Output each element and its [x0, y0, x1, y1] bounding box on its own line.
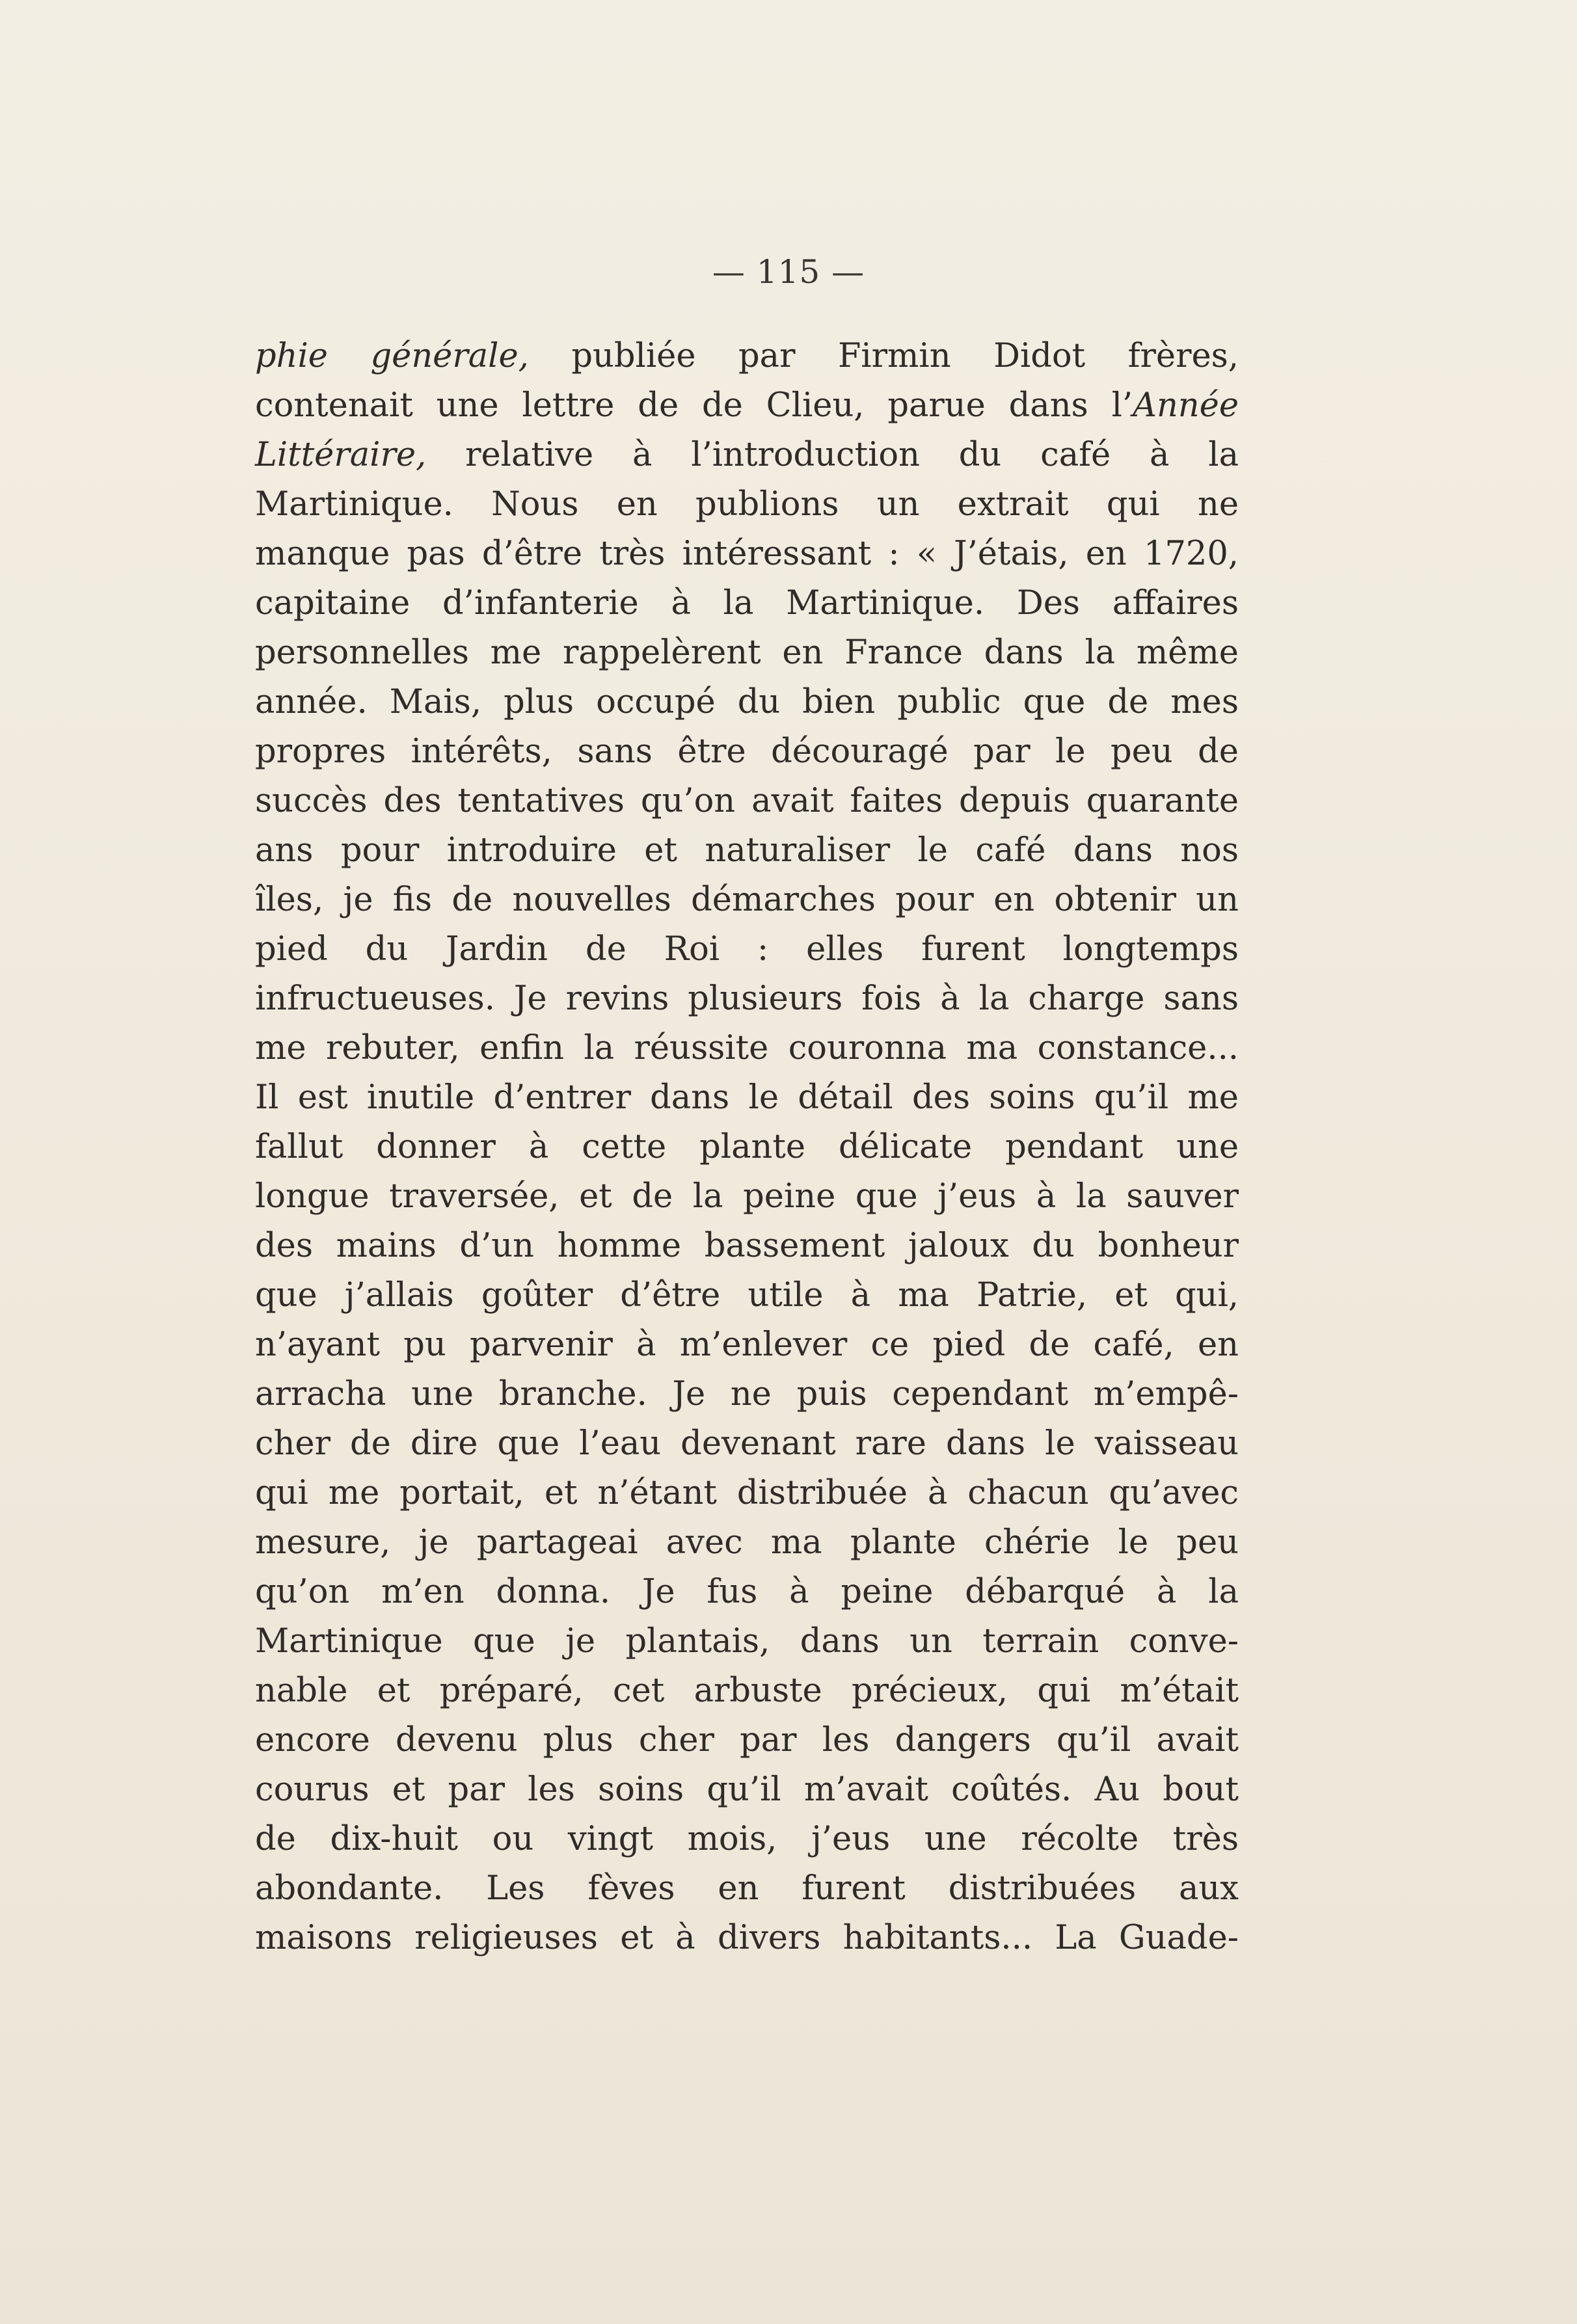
text-segment: année. Mais, plus occupé du bien public que de mes — [255, 683, 1239, 721]
text-line — [255, 628, 1239, 678]
text-line — [255, 875, 1239, 925]
text-line — [255, 1666, 1239, 1716]
text-segment: îles, je fis de nouvelles démarches pour en obtenir un — [255, 881, 1239, 919]
text-segment: me rebuter, enfin la réussite couronna ma constance... — [255, 1029, 1239, 1067]
text-line — [255, 974, 1239, 1024]
text-line — [255, 1765, 1239, 1815]
text-line — [255, 381, 1239, 431]
text-line — [255, 480, 1239, 529]
text-segment: pied du Jardin de Roi : elles furent longtemps — [255, 930, 1239, 968]
text-segment: qu’on m’en donna. Je fus à peine débarqué à la — [255, 1573, 1239, 1611]
text-line — [255, 1469, 1239, 1518]
text-line — [255, 1370, 1239, 1419]
text-line — [255, 1617, 1239, 1666]
text-line — [255, 678, 1239, 727]
text-segment: succès des tentatives qu’on avait faites depuis quarante — [255, 782, 1239, 820]
text-segment: qui me portait, et n’étant distribuée à chacun qu’avec — [255, 1474, 1239, 1512]
body-text — [255, 332, 1239, 1963]
text-line — [255, 1073, 1239, 1123]
text-segment: maisons religieuses et à divers habitants... La Guade- — [255, 1919, 1239, 1957]
text-segment: courus et par les soins qu’il m’avait coûtés. Au bout — [255, 1770, 1239, 1809]
text-segment: infructueuses. Je revins plusieurs fois à la charge sans — [255, 980, 1239, 1018]
text-line — [255, 1024, 1239, 1073]
text-line — [255, 431, 1239, 480]
text-segment: relative à l’introduction du café à la — [426, 436, 1239, 474]
text-segment: contenait une lettre de de Clieu, parue dans l’ — [255, 386, 1133, 425]
text-segment: personnelles me rappelèrent en France dans la même — [255, 634, 1239, 672]
text-line — [255, 1419, 1239, 1469]
text-segment: Il est inutile d’entrer dans le détail des soins qu’il me — [255, 1078, 1239, 1117]
text-line — [255, 1815, 1239, 1864]
text-segment: abondante. Les fèves en furent distribuées aux — [255, 1869, 1239, 1908]
text-line — [255, 1320, 1239, 1370]
text-segment: fallut donner à cette plante délicate pendant une — [255, 1128, 1239, 1166]
text-segment: mesure, je partageai avec ma plante chérie le peu — [255, 1523, 1239, 1562]
italic-text: Année — [1133, 386, 1239, 425]
text-segment: encore devenu plus cher par les dangers qu’il avait — [255, 1721, 1239, 1759]
text-segment: de dix-huit ou vingt mois, j’eus une récolte très — [255, 1820, 1239, 1858]
text-line — [255, 777, 1239, 826]
italic-text: Littéraire, — [255, 436, 427, 474]
text-segment: nable et préparé, cet arbuste précieux, qui m’était — [255, 1672, 1239, 1710]
text-line — [255, 1123, 1239, 1172]
text-segment: que j’allais goûter d’être utile à ma Patrie, et qui, — [255, 1276, 1239, 1315]
text-segment: longue traversée, et de la peine que j’eus à la sauver — [255, 1177, 1239, 1216]
text-line — [255, 1518, 1239, 1568]
text-line — [255, 727, 1239, 777]
text-segment: des mains d’un homme bassement jaloux du bonheur — [255, 1227, 1239, 1265]
text-segment: publiée par Firmin Didot frères, — [528, 337, 1239, 375]
text-segment: cher de dire que l’eau devenant rare dans le vaisseau — [255, 1424, 1239, 1463]
text-line — [255, 1716, 1239, 1765]
text-segment: propres intérêts, sans être découragé par le peu de — [255, 732, 1239, 771]
text-segment: ans pour introduire et naturaliser le café dans nos — [255, 831, 1239, 870]
text-line — [255, 529, 1239, 579]
text-line — [255, 1271, 1239, 1320]
text-line — [255, 579, 1239, 628]
text-line — [255, 1864, 1239, 1914]
text-segment: Martinique. Nous en publions un extrait qui ne — [255, 485, 1239, 524]
page-number: — 115 — — [712, 253, 865, 291]
text-line — [255, 826, 1239, 875]
text-line — [255, 925, 1239, 974]
text-line — [255, 1914, 1239, 1963]
text-segment: capitaine d’infanterie à la Martinique. Des affaires — [255, 584, 1239, 622]
italic-text: phie générale, — [255, 337, 529, 375]
text-segment: arracha une branche. Je ne puis cependant m’empê- — [255, 1375, 1239, 1413]
text-segment: manque pas d’être très intéressant : « J’étais, en 1720, — [255, 535, 1239, 573]
text-segment: n’ayant pu parvenir à m’enlever ce pied de café, en — [255, 1326, 1239, 1364]
text-segment: Martinique que je plantais, dans un terrain conve- — [255, 1622, 1239, 1661]
text-line — [255, 1568, 1239, 1617]
text-line — [255, 1172, 1239, 1222]
text-line — [255, 332, 1239, 381]
text-line — [255, 1222, 1239, 1271]
